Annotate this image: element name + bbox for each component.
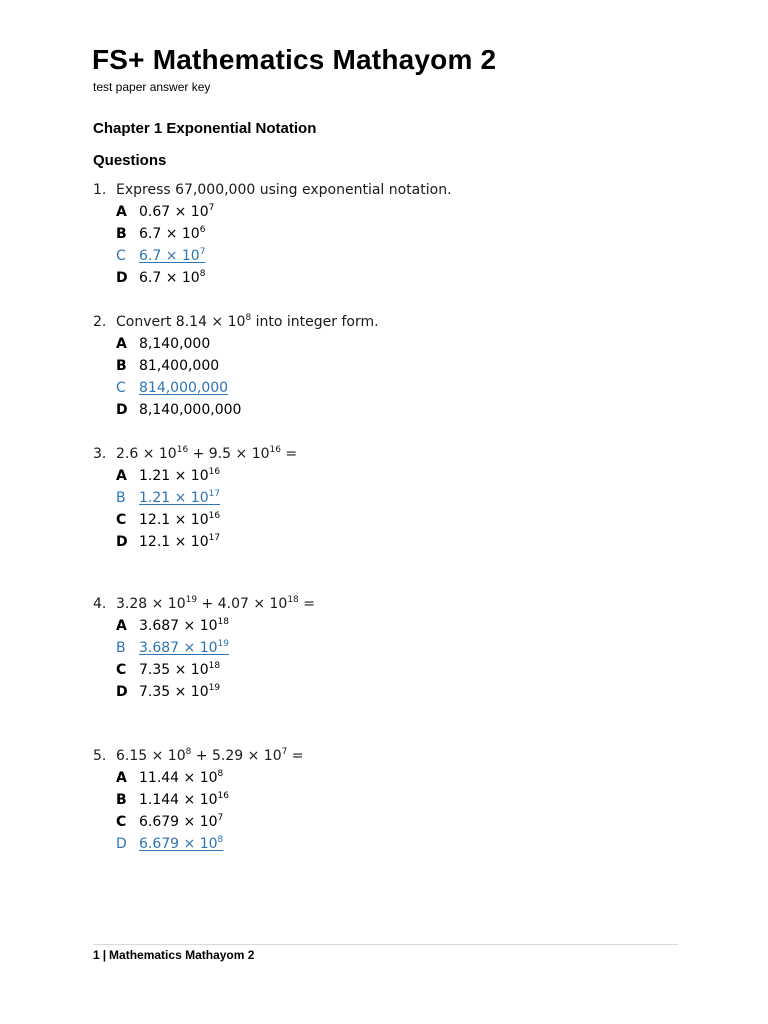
option-value: $6.679 \times 10^8$ — [139, 835, 224, 852]
option-letter: C — [116, 380, 126, 396]
footer-divider — [93, 944, 678, 945]
question-3 — [93, 443, 693, 553]
option-value: 8,140,000,000 — [139, 402, 242, 418]
question-text: $6.15 \times 10^8 + 5.29 \times 10^7$ = — [116, 747, 304, 764]
option-d-correct — [93, 833, 693, 855]
question-number: 3. — [93, 446, 107, 462]
option-value: $1.144 \times 10^{16}$ — [139, 791, 229, 808]
option-letter: B — [116, 358, 127, 374]
option-d — [93, 267, 693, 289]
option-b — [93, 355, 693, 377]
option-value: 814,000,000 — [139, 380, 229, 396]
page-title: FS+ Mathematics Mathayom 2 — [92, 44, 497, 75]
question-number: 1. — [93, 182, 107, 198]
option-b — [93, 223, 693, 245]
question-4 — [93, 593, 693, 703]
page-subtitle: test paper answer key — [93, 80, 211, 94]
option-value: $3.687 \times 10^{19}$ — [139, 639, 229, 656]
option-a — [93, 767, 693, 789]
option-a — [93, 201, 693, 223]
option-letter: A — [116, 336, 127, 352]
option-c-correct — [93, 377, 693, 399]
option-c — [93, 509, 693, 531]
option-value: $12.1 \times 10^{16}$ — [139, 511, 221, 528]
option-letter: A — [116, 618, 127, 634]
option-letter: D — [116, 402, 128, 418]
option-letter: C — [116, 512, 127, 528]
option-a — [93, 465, 693, 487]
option-letter: B — [116, 490, 126, 506]
page-number: 1 — [93, 948, 100, 962]
option-d — [93, 681, 693, 703]
footer-title: Mathematics Mathayom 2 — [109, 948, 255, 962]
question-1 — [93, 179, 693, 289]
option-letter: D — [116, 684, 128, 700]
option-value: $12.1 \times 10^{17}$ — [139, 533, 221, 550]
chapter-heading: Chapter 1 Exponential Notation — [93, 120, 317, 137]
question-text: Convert $8.14 \times 10^8$ into integer form. — [116, 313, 379, 330]
question-text: $3.28 \times 10^{19} + 4.07 \times 10^{18}$ = — [116, 595, 315, 612]
option-letter: C — [116, 662, 127, 678]
option-letter: D — [116, 270, 128, 286]
question-prompt — [93, 179, 693, 201]
question-text: Express 67,000,000 using exponential notation. — [116, 182, 452, 198]
option-letter: A — [116, 204, 127, 220]
option-value: $1.21 \times 10^{17}$ — [139, 489, 221, 506]
question-prompt — [93, 593, 693, 615]
option-letter: A — [116, 770, 127, 786]
page-footer — [93, 948, 254, 962]
option-letter: C — [116, 248, 126, 264]
option-c — [93, 811, 693, 833]
option-letter: A — [116, 468, 127, 484]
option-a — [93, 615, 693, 637]
option-letter: C — [116, 814, 127, 830]
option-d — [93, 531, 693, 553]
option-b-correct — [93, 637, 693, 659]
question-text: $2.6 \times 10^{16} + 9.5 \times 10^{16}$ = — [116, 445, 298, 462]
option-value: $6.679 \times 10^7$ — [139, 813, 224, 830]
question-prompt — [93, 443, 693, 465]
option-a — [93, 333, 693, 355]
question-prompt — [93, 745, 693, 767]
question-prompt — [93, 311, 693, 333]
footer-separator: | — [102, 948, 107, 962]
question-number: 4. — [93, 596, 107, 612]
question-number: 5. — [93, 748, 107, 764]
option-value: $6.7 \times 10^7$ — [139, 247, 206, 264]
option-c — [93, 659, 693, 681]
questions-heading: Questions — [93, 152, 167, 169]
option-value: 8,140,000 — [139, 336, 211, 352]
option-value: $3.687 \times 10^{18}$ — [139, 617, 229, 634]
option-b-correct — [93, 487, 693, 509]
option-value: $11.44 \times 10^8$ — [139, 769, 224, 786]
option-value: $1.21 \times 10^{16}$ — [139, 467, 221, 484]
option-letter: D — [116, 534, 128, 550]
option-b — [93, 789, 693, 811]
option-value: $6.7 \times 10^8$ — [139, 269, 206, 286]
option-value: $7.35 \times 10^{18}$ — [139, 661, 221, 678]
question-5 — [93, 745, 693, 855]
option-letter: B — [116, 226, 127, 242]
option-value: $0.67 \times 10^7$ — [139, 203, 215, 220]
option-d — [93, 399, 693, 421]
option-letter: B — [116, 792, 127, 808]
option-value: $6.7 \times 10^6$ — [139, 225, 206, 242]
question-2 — [93, 311, 693, 421]
question-number: 2. — [93, 314, 107, 330]
option-c-correct — [93, 245, 693, 267]
option-value: $7.35 \times 10^{19}$ — [139, 683, 221, 700]
option-letter: B — [116, 640, 126, 656]
option-value: 81,400,000 — [139, 358, 220, 374]
option-letter: D — [116, 836, 127, 852]
